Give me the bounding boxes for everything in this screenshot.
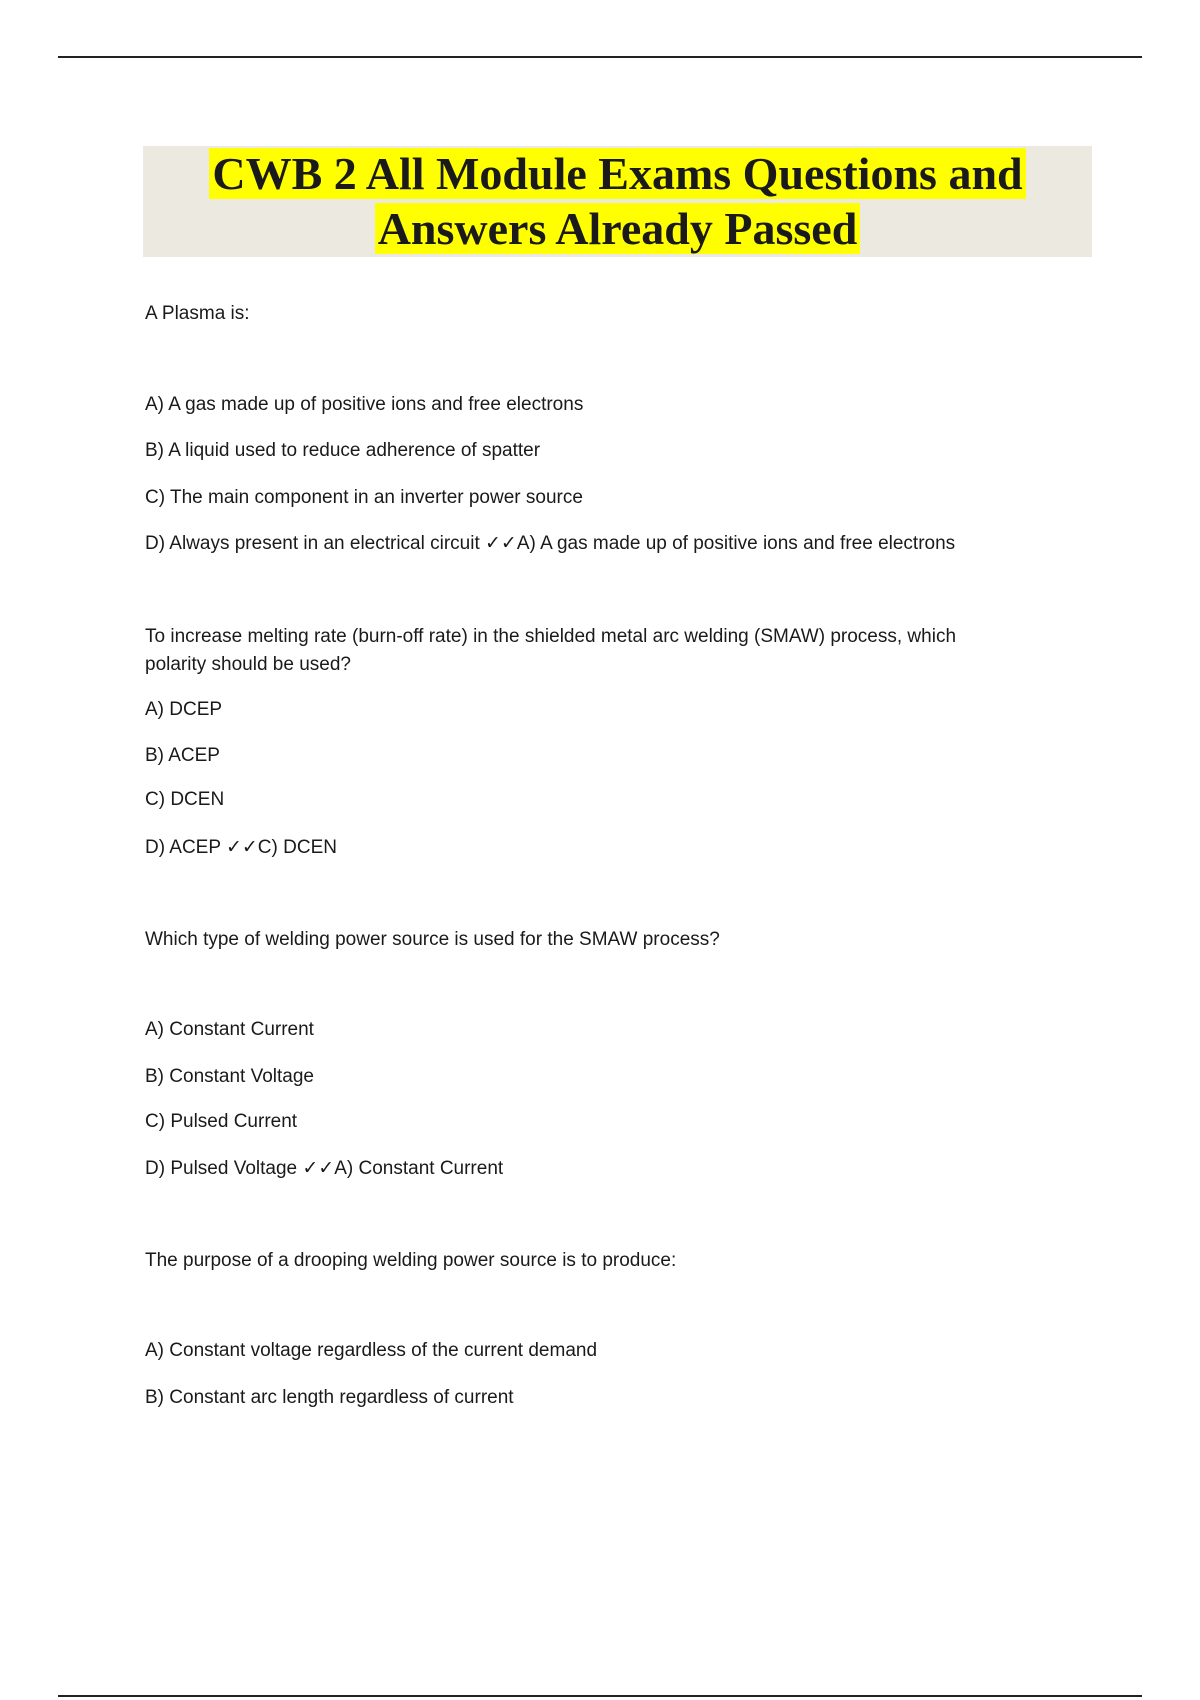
question-1-text: A Plasma is: xyxy=(145,303,250,324)
question-3-text: Which type of welding power source is used for the SMAW process? xyxy=(145,929,720,950)
question-3-option-d-answer: D) Pulsed Voltage ✓✓A) Constant Current xyxy=(145,1158,504,1179)
title-line-1: CWB 2 All Module Exams Questions and xyxy=(209,148,1025,199)
question-4-option-a: A) Constant voltage regardless of the current demand xyxy=(145,1340,598,1361)
document-title xyxy=(143,146,1092,256)
question-1-option-d-answer: D) Always present in an electrical circuit ✓✓A) A gas made up of positive ions and free electrons xyxy=(145,533,956,554)
question-1-option-c: C) The main component in an inverter power source xyxy=(145,487,583,508)
question-2-text-line-2: polarity should be used? xyxy=(145,654,351,675)
question-1-option-a: A) A gas made up of positive ions and free electrons xyxy=(145,394,584,415)
title-line-2: Answers Already Passed xyxy=(375,203,861,254)
question-2-text-line-1: To increase melting rate (burn-off rate) in the shielded metal arc welding (SMAW) process, which xyxy=(145,626,957,647)
question-3-option-c: C) Pulsed Current xyxy=(145,1111,298,1132)
question-3-option-a: A) Constant Current xyxy=(145,1019,314,1040)
footer-rule xyxy=(58,1695,1142,1697)
header-rule xyxy=(58,56,1142,58)
question-1-option-b: B) A liquid used to reduce adherence of spatter xyxy=(145,440,541,461)
question-2-option-b: B) ACEP xyxy=(145,745,220,766)
question-2-option-c: C) DCEN xyxy=(145,789,225,810)
question-2-option-a: A) DCEP xyxy=(145,699,223,720)
question-2-option-d-answer: D) ACEP ✓✓C) DCEN xyxy=(145,837,337,858)
question-4-option-b: B) Constant arc length regardless of current xyxy=(145,1387,514,1408)
question-3-option-b: B) Constant Voltage xyxy=(145,1066,314,1087)
question-4-text: The purpose of a drooping welding power source is to produce: xyxy=(145,1250,677,1271)
